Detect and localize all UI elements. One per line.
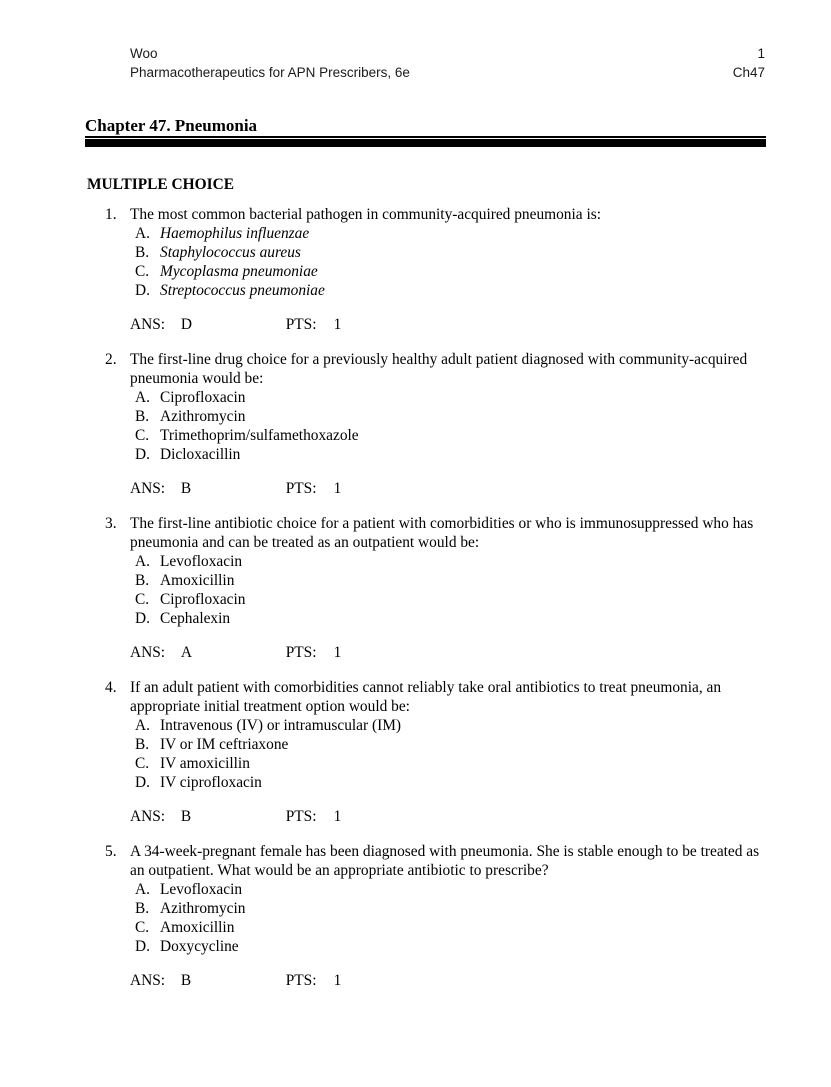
option-text: Streptococcus pneumoniae <box>160 282 325 299</box>
points-label: PTS: <box>285 316 317 333</box>
points-value: 1 <box>333 972 342 989</box>
options-list <box>135 388 765 464</box>
question-block <box>105 678 765 826</box>
header-left <box>130 45 410 82</box>
option-letter: A. <box>135 225 150 242</box>
option-letter: C. <box>135 591 150 608</box>
option-row <box>135 716 765 735</box>
question-stem-row <box>105 842 765 990</box>
question-stem-row <box>105 205 765 334</box>
question-text: The first-line drug choice for a previously healthy adult patient diagnosed with community-acquired pneumonia would be: <box>130 351 748 387</box>
option-letter: D. <box>135 446 150 463</box>
answer-label: ANS: <box>130 316 166 333</box>
option-row <box>135 918 765 937</box>
option-letter: C. <box>135 263 150 280</box>
question-block <box>105 842 765 990</box>
option-text: Doxycycline <box>160 938 239 955</box>
option-text: IV ciprofloxacin <box>160 774 262 791</box>
option-text: Levofloxacin <box>160 881 243 898</box>
points-label: PTS: <box>285 808 317 825</box>
option-letter: B. <box>135 244 150 261</box>
options-list <box>135 552 765 628</box>
question-block <box>105 205 765 334</box>
option-row <box>135 754 765 773</box>
answer-label: ANS: <box>130 644 166 661</box>
option-letter: D. <box>135 774 150 791</box>
option-text: Haemophilus influenzae <box>160 225 310 242</box>
answer-label: ANS: <box>130 808 166 825</box>
question-body <box>130 205 765 334</box>
option-text: Amoxicillin <box>160 572 235 589</box>
option-text: Amoxicillin <box>160 919 235 936</box>
chapter-title-block <box>85 115 766 147</box>
answer-value: B <box>180 972 192 989</box>
points-label: PTS: <box>285 972 317 989</box>
option-row <box>135 880 765 899</box>
option-text: Levofloxacin <box>160 553 243 570</box>
option-text: Azithromycin <box>160 900 246 917</box>
option-letter: D. <box>135 938 150 955</box>
answer-label: ANS: <box>130 480 166 497</box>
option-text: Ciprofloxacin <box>160 591 246 608</box>
answer-label: ANS: <box>130 972 166 989</box>
points-value: 1 <box>333 480 342 497</box>
option-text: Azithromycin <box>160 408 246 425</box>
option-letter: B. <box>135 900 150 917</box>
answer-value: B <box>180 480 192 497</box>
option-row <box>135 281 765 300</box>
question-body <box>130 350 765 498</box>
question-text: If an adult patient with comorbidities cannot reliably take oral antibiotics to treat pneumonia, an appropriate initial treatment option would be: <box>130 679 722 715</box>
option-text: Cephalexin <box>160 610 231 627</box>
option-row <box>135 407 765 426</box>
points-value: 1 <box>333 316 342 333</box>
option-row <box>135 445 765 464</box>
option-row <box>135 571 765 590</box>
option-letter: A. <box>135 717 150 734</box>
question-body <box>130 842 765 990</box>
options-list <box>135 880 765 956</box>
option-row <box>135 609 765 628</box>
option-letter: D. <box>135 610 150 627</box>
answer-value: A <box>180 644 192 661</box>
option-text: Ciprofloxacin <box>160 389 246 406</box>
options-list <box>135 224 765 300</box>
answer-row <box>130 643 765 662</box>
option-row <box>135 590 765 609</box>
question-number: 3. <box>105 515 117 532</box>
options-list <box>135 716 765 792</box>
points-label: PTS: <box>285 644 317 661</box>
question-number: 5. <box>105 843 117 860</box>
document-header <box>130 0 765 82</box>
section-heading: MULTIPLE CHOICE <box>87 176 234 193</box>
points-value: 1 <box>333 644 342 661</box>
question-list <box>0 205 831 990</box>
option-letter: B. <box>135 572 150 589</box>
question-stem-row <box>105 350 765 498</box>
question-block <box>105 350 765 498</box>
answer-value: D <box>180 316 192 333</box>
header-page-number: 1 <box>757 46 765 61</box>
answer-row <box>130 479 765 498</box>
answer-value: B <box>180 808 192 825</box>
option-row <box>135 243 765 262</box>
option-letter: C. <box>135 755 150 772</box>
option-text: Intravenous (IV) or intramuscular (IM) <box>160 717 402 734</box>
option-text: IV or IM ceftriaxone <box>160 736 289 753</box>
option-letter: C. <box>135 427 150 444</box>
question-number: 1. <box>105 206 117 223</box>
question-number: 4. <box>105 679 117 696</box>
header-book-title: Pharmacotherapeutics for APN Prescribers, 6e <box>130 64 410 80</box>
question-text: The most common bacterial pathogen in community-acquired pneumonia is: <box>130 206 601 223</box>
option-text: Dicloxacillin <box>160 446 241 463</box>
question-block <box>105 514 765 662</box>
option-row <box>135 735 765 754</box>
option-letter: B. <box>135 736 150 753</box>
option-row <box>135 426 765 445</box>
option-row <box>135 937 765 956</box>
question-stem-row <box>105 514 765 662</box>
points-label: PTS: <box>285 480 317 497</box>
option-text: Trimethoprim/sulfamethoxazole <box>160 427 359 444</box>
question-text: The first-line antibiotic choice for a patient with comorbidities or who is immunosuppressed who has pneumonia and can be treated as an outpatient would be: <box>130 515 754 551</box>
option-letter: C. <box>135 919 150 936</box>
option-letter: A. <box>135 881 150 898</box>
option-text: Staphylococcus aureus <box>160 244 301 261</box>
question-text: A 34-week-pregnant female has been diagnosed with pneumonia. She is stable enough to be treated as an outpatient. What would be an appropriate antibiotic to prescribe? <box>130 843 760 879</box>
answer-row <box>130 971 765 990</box>
option-letter: B. <box>135 408 150 425</box>
option-row <box>135 388 765 407</box>
option-row <box>135 262 765 281</box>
option-letter: A. <box>135 553 150 570</box>
option-text: IV amoxicillin <box>160 755 250 772</box>
option-text: Mycoplasma pneumoniae <box>160 263 318 280</box>
question-body <box>130 514 765 662</box>
answer-row <box>130 315 765 334</box>
answer-row <box>130 807 765 826</box>
chapter-title: Chapter 47. Pneumonia <box>85 115 766 138</box>
question-body <box>130 678 765 826</box>
option-row <box>135 899 765 918</box>
option-letter: A. <box>135 389 150 406</box>
question-stem-row <box>105 678 765 826</box>
header-right <box>733 45 765 82</box>
option-letter: D. <box>135 282 150 299</box>
chapter-divider-bar <box>85 139 766 147</box>
option-row <box>135 552 765 571</box>
option-row <box>135 773 765 792</box>
option-row <box>135 224 765 243</box>
points-value: 1 <box>333 808 342 825</box>
header-chapter-code: Ch47 <box>732 64 765 80</box>
question-number: 2. <box>105 351 117 368</box>
header-author: Woo <box>130 46 158 61</box>
